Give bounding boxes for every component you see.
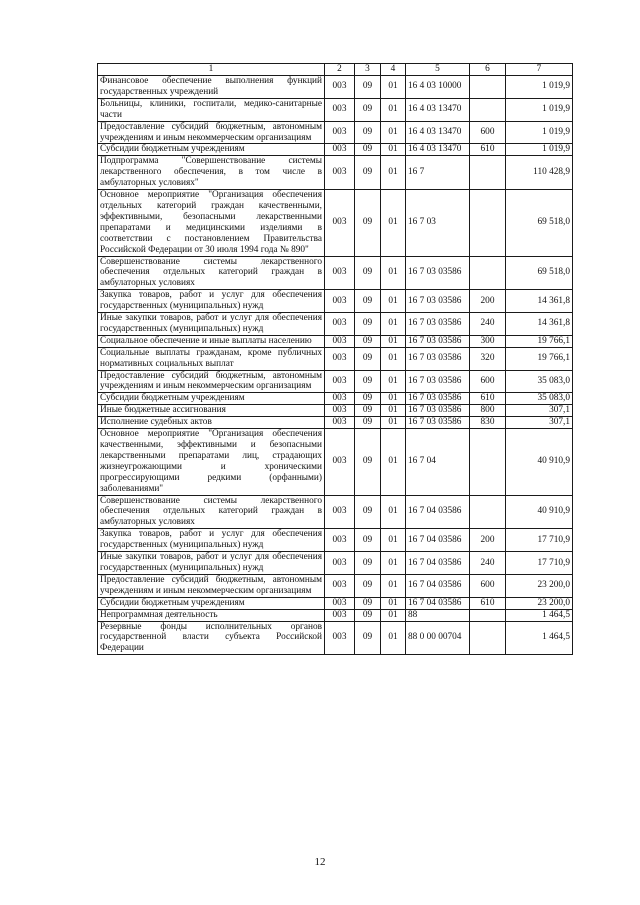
row-subsection-cell: 01 (381, 335, 406, 347)
row-name-cell: Закупка товаров, работ и услуг для обеспечения государственных (муниципальных) нужд (98, 529, 325, 552)
row-code-cell: 003 (325, 190, 355, 256)
row-amount-cell: 69 518,0 (506, 190, 573, 256)
table-row (98, 156, 573, 190)
row-target-article-cell: 16 7 04 03586 (406, 529, 470, 552)
row-section-cell: 09 (355, 335, 381, 347)
row-target-article-cell: 16 7 03 03586 (406, 347, 470, 370)
row-expense-type-cell: 200 (470, 290, 506, 313)
table-row (98, 417, 573, 429)
row-section-cell: 09 (355, 405, 381, 417)
row-amount-cell: 1 019,9 (506, 121, 573, 144)
row-subsection-cell: 01 (381, 529, 406, 552)
table-row (98, 190, 573, 256)
row-subsection-cell: 01 (381, 370, 406, 393)
row-subsection-cell: 01 (381, 405, 406, 417)
row-amount-cell: 17 710,9 (506, 552, 573, 575)
row-expense-type-cell: 800 (470, 405, 506, 417)
row-code-cell: 003 (325, 529, 355, 552)
row-name-cell: Иные бюджетные ассигнования (98, 405, 325, 417)
table-row (98, 597, 573, 609)
budget-table (97, 63, 573, 655)
row-expense-type-cell: 610 (470, 144, 506, 156)
row-section-cell: 09 (355, 574, 381, 597)
row-expense-type-cell: 610 (470, 393, 506, 405)
row-expense-type-cell (470, 76, 506, 99)
row-name-cell: Непрограммная деятельность (98, 609, 325, 621)
row-subsection-cell: 01 (381, 495, 406, 529)
table-row (98, 405, 573, 417)
table-body (98, 76, 573, 655)
table-row (98, 529, 573, 552)
row-code-cell: 003 (325, 290, 355, 313)
table-row (98, 574, 573, 597)
row-code-cell: 003 (325, 256, 355, 290)
header-col-4: 4 (381, 64, 406, 76)
row-code-cell: 003 (325, 98, 355, 121)
row-amount-cell: 19 766,1 (506, 347, 573, 370)
row-target-article-cell: 16 7 03 03586 (406, 256, 470, 290)
row-code-cell: 003 (325, 156, 355, 190)
row-section-cell: 09 (355, 256, 381, 290)
row-subsection-cell: 01 (381, 552, 406, 575)
row-target-article-cell: 16 4 03 10000 (406, 76, 470, 99)
row-name-cell: Основное мероприятие "Организация обеспечения отдельных категорий граждан качественными, эффективными, безопасными лекарственными препаратами и медицинскими изделиями в соответствии с постановлением Правительства Российской Федерации от 30 июля 1994 года № 890" (98, 190, 325, 256)
row-expense-type-cell: 240 (470, 552, 506, 575)
row-section-cell: 09 (355, 98, 381, 121)
row-expense-type-cell: 600 (470, 121, 506, 144)
row-target-article-cell: 16 7 03 03586 (406, 335, 470, 347)
row-name-cell: Больницы, клиники, госпитали, медико-санитарные части (98, 98, 325, 121)
row-subsection-cell: 01 (381, 393, 406, 405)
row-section-cell: 09 (355, 597, 381, 609)
row-name-cell: Социальные выплаты гражданам, кроме публичных нормативных социальных выплат (98, 347, 325, 370)
row-target-article-cell: 16 4 03 13470 (406, 98, 470, 121)
header-col-7: 7 (506, 64, 573, 76)
row-expense-type-cell: 600 (470, 370, 506, 393)
table-row (98, 621, 573, 655)
row-target-article-cell: 16 7 03 03586 (406, 313, 470, 336)
row-section-cell: 09 (355, 417, 381, 429)
header-col-6: 6 (470, 64, 506, 76)
row-section-cell: 09 (355, 429, 381, 495)
row-code-cell: 003 (325, 313, 355, 336)
header-col-1: 1 (98, 64, 325, 76)
row-name-cell: Основное мероприятие "Организация обеспечения качественными, эффективными и безопасными лекарственными препаратами лиц, страдающих жизнеугрожающими и хроническими прогрессирующими редкими (орфанными) заболеваниями" (98, 429, 325, 495)
row-section-cell: 09 (355, 121, 381, 144)
row-target-article-cell: 16 4 03 13470 (406, 144, 470, 156)
row-expense-type-cell (470, 495, 506, 529)
row-target-article-cell: 16 4 03 13470 (406, 121, 470, 144)
header-col-3: 3 (355, 64, 381, 76)
row-code-cell: 003 (325, 393, 355, 405)
row-code-cell: 003 (325, 144, 355, 156)
row-name-cell: Совершенствование системы лекарственного обеспечения отдельных категорий граждан в амбулаторных условиях (98, 495, 325, 529)
row-expense-type-cell: 240 (470, 313, 506, 336)
table-row (98, 335, 573, 347)
row-expense-type-cell: 320 (470, 347, 506, 370)
row-subsection-cell: 01 (381, 98, 406, 121)
row-section-cell: 09 (355, 76, 381, 99)
row-subsection-cell: 01 (381, 290, 406, 313)
row-expense-type-cell (470, 621, 506, 655)
row-name-cell: Резервные фонды исполнительных органов государственной власти субъекта Российской Федерации (98, 621, 325, 655)
row-subsection-cell: 01 (381, 609, 406, 621)
row-amount-cell: 19 766,1 (506, 335, 573, 347)
table-row (98, 609, 573, 621)
row-amount-cell: 1 464,5 (506, 609, 573, 621)
row-expense-type-cell: 830 (470, 417, 506, 429)
row-expense-type-cell: 300 (470, 335, 506, 347)
row-code-cell: 003 (325, 495, 355, 529)
row-section-cell: 09 (355, 290, 381, 313)
row-section-cell: 09 (355, 393, 381, 405)
row-subsection-cell: 01 (381, 256, 406, 290)
row-amount-cell: 110 428,9 (506, 156, 573, 190)
table-row (98, 98, 573, 121)
row-subsection-cell: 01 (381, 597, 406, 609)
table-row (98, 495, 573, 529)
row-target-article-cell: 16 7 03 03586 (406, 405, 470, 417)
row-target-article-cell: 16 7 03 03586 (406, 393, 470, 405)
table-row (98, 370, 573, 393)
row-expense-type-cell (470, 98, 506, 121)
row-subsection-cell: 01 (381, 417, 406, 429)
row-subsection-cell: 01 (381, 621, 406, 655)
row-target-article-cell: 88 0 00 00704 (406, 621, 470, 655)
row-target-article-cell: 16 7 03 03586 (406, 290, 470, 313)
row-amount-cell: 1 019,9 (506, 76, 573, 99)
row-section-cell: 09 (355, 529, 381, 552)
row-section-cell: 09 (355, 495, 381, 529)
row-amount-cell: 307,1 (506, 417, 573, 429)
row-target-article-cell: 16 7 04 03586 (406, 552, 470, 575)
row-expense-type-cell (470, 256, 506, 290)
row-expense-type-cell: 600 (470, 574, 506, 597)
row-amount-cell: 14 361,8 (506, 313, 573, 336)
row-subsection-cell: 01 (381, 313, 406, 336)
row-code-cell: 003 (325, 552, 355, 575)
header-col-2: 2 (325, 64, 355, 76)
row-amount-cell: 14 361,8 (506, 290, 573, 313)
row-subsection-cell: 01 (381, 121, 406, 144)
header-row (98, 64, 573, 76)
table-row (98, 256, 573, 290)
row-name-cell: Закупка товаров, работ и услуг для обеспечения государственных (муниципальных) нужд (98, 290, 325, 313)
row-expense-type-cell (470, 609, 506, 621)
row-amount-cell: 40 910,9 (506, 495, 573, 529)
table-row (98, 76, 573, 99)
row-name-cell: Иные закупки товаров, работ и услуг для обеспечения государственных (муниципальных) нужд (98, 552, 325, 575)
row-name-cell: Финансовое обеспечение выполнения функций государственных учреждений (98, 76, 325, 99)
row-amount-cell: 40 910,9 (506, 429, 573, 495)
row-name-cell: Иные закупки товаров, работ и услуг для обеспечения государственных (муниципальных) нужд (98, 313, 325, 336)
row-expense-type-cell: 610 (470, 597, 506, 609)
row-expense-type-cell: 200 (470, 529, 506, 552)
row-subsection-cell: 01 (381, 190, 406, 256)
row-expense-type-cell (470, 429, 506, 495)
page-number: 12 (314, 856, 326, 868)
row-target-article-cell: 88 (406, 609, 470, 621)
row-amount-cell: 23 200,0 (506, 597, 573, 609)
row-name-cell: Субсидии бюджетным учреждениям (98, 393, 325, 405)
row-amount-cell: 1 019,9 (506, 98, 573, 121)
row-name-cell: Предоставление субсидий бюджетным, автономным учреждениям и иным некоммерческим организациям (98, 370, 325, 393)
table-row (98, 393, 573, 405)
table-row (98, 290, 573, 313)
row-section-cell: 09 (355, 609, 381, 621)
row-target-article-cell: 16 7 03 03586 (406, 417, 470, 429)
row-code-cell: 003 (325, 417, 355, 429)
row-section-cell: 09 (355, 552, 381, 575)
row-name-cell: Совершенствование системы лекарственного обеспечения отдельных категорий граждан в амбулаторных условиях (98, 256, 325, 290)
row-name-cell: Субсидии бюджетным учреждениям (98, 597, 325, 609)
row-target-article-cell: 16 7 03 (406, 190, 470, 256)
row-section-cell: 09 (355, 621, 381, 655)
row-subsection-cell: 01 (381, 76, 406, 99)
row-target-article-cell: 16 7 (406, 156, 470, 190)
row-name-cell: Субсидии бюджетным учреждениям (98, 144, 325, 156)
row-amount-cell: 1 019,9 (506, 144, 573, 156)
row-target-article-cell: 16 7 04 03586 (406, 597, 470, 609)
row-code-cell: 003 (325, 621, 355, 655)
table-row (98, 347, 573, 370)
row-code-cell: 003 (325, 347, 355, 370)
row-section-cell: 09 (355, 190, 381, 256)
row-code-cell: 003 (325, 405, 355, 417)
row-amount-cell: 23 200,0 (506, 574, 573, 597)
row-expense-type-cell (470, 156, 506, 190)
row-section-cell: 09 (355, 156, 381, 190)
row-target-article-cell: 16 7 03 03586 (406, 370, 470, 393)
table-header (98, 64, 573, 76)
row-amount-cell: 69 518,0 (506, 256, 573, 290)
row-amount-cell: 307,1 (506, 405, 573, 417)
table-row (98, 313, 573, 336)
row-name-cell: Подпрограмма "Совершенствование системы лекарственного обеспечения, в том числе в амбулаторных условиях" (98, 156, 325, 190)
row-expense-type-cell (470, 190, 506, 256)
row-target-article-cell: 16 7 04 (406, 429, 470, 495)
row-section-cell: 09 (355, 370, 381, 393)
row-code-cell: 003 (325, 335, 355, 347)
row-code-cell: 003 (325, 597, 355, 609)
row-subsection-cell: 01 (381, 144, 406, 156)
table-row (98, 121, 573, 144)
row-code-cell: 003 (325, 370, 355, 393)
row-amount-cell: 1 464,5 (506, 621, 573, 655)
header-col-5: 5 (406, 64, 470, 76)
row-code-cell: 003 (325, 574, 355, 597)
row-code-cell: 003 (325, 121, 355, 144)
row-subsection-cell: 01 (381, 156, 406, 190)
row-amount-cell: 17 710,9 (506, 529, 573, 552)
row-code-cell: 003 (325, 609, 355, 621)
row-code-cell: 003 (325, 76, 355, 99)
row-name-cell: Предоставление субсидий бюджетным, автономным учреждениям и иным некоммерческим организациям (98, 121, 325, 144)
row-name-cell: Предоставление субсидий бюджетным, автономным учреждениям и иным некоммерческим организациям (98, 574, 325, 597)
row-subsection-cell: 01 (381, 574, 406, 597)
row-subsection-cell: 01 (381, 429, 406, 495)
table-row (98, 552, 573, 575)
row-target-article-cell: 16 7 04 03586 (406, 495, 470, 529)
row-amount-cell: 35 083,0 (506, 370, 573, 393)
row-section-cell: 09 (355, 144, 381, 156)
row-subsection-cell: 01 (381, 347, 406, 370)
row-amount-cell: 35 083,0 (506, 393, 573, 405)
row-target-article-cell: 16 7 04 03586 (406, 574, 470, 597)
row-name-cell: Исполнение судебных актов (98, 417, 325, 429)
row-section-cell: 09 (355, 347, 381, 370)
table-row (98, 144, 573, 156)
row-section-cell: 09 (355, 313, 381, 336)
row-code-cell: 003 (325, 429, 355, 495)
row-name-cell: Социальное обеспечение и иные выплаты населению (98, 335, 325, 347)
table-row (98, 429, 573, 495)
